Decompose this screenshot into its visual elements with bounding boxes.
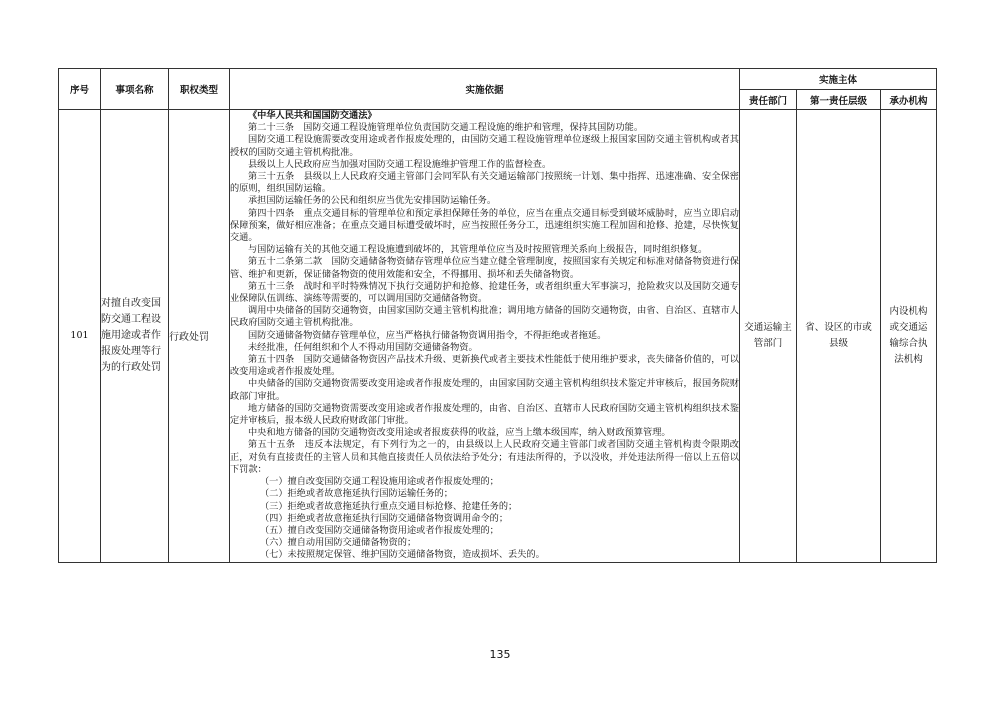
basis-paragraph: 国防交通储备物资储存管理单位，应当严格执行储备物资调用指令，不得拒绝或者拖延。 <box>248 329 607 341</box>
basis-list-item: （二）拒绝或者故意拖延执行国防运输任务的； <box>260 488 453 500</box>
row-agency: 内设机构或交通运输综合执法机构 <box>881 110 937 563</box>
header-dept: 责任部门 <box>740 90 797 110</box>
basis-paragraph: 未经批准，任何组织和个人不得动用国防交通储备物资。 <box>248 341 478 353</box>
basis-paragraph: 第四十四条 重点交通目标的管理单位和预定承担保障任务的单位，应当在重点交通目标受到破坏威胁时，应当立即启动保障预案，做好相应准备；在重点交通目标遭受破坏时，应当按照任务分工，迅速组织实施工程加固和抢修、抢建，尽快恢复交通。 <box>230 207 739 244</box>
basis-paragraph: 承担国防运输任务的公民和组织应当优先安排国防运输任务。 <box>248 195 497 207</box>
header-subject: 实施主体 <box>740 69 937 90</box>
basis-list-item: （三）拒绝或者故意拖延执行重点交通目标抢修、抢建任务的； <box>260 500 518 512</box>
header-seq: 序号 <box>59 69 101 110</box>
basis-paragraph: 调用中央储备的国防交通物资，由国家国防交通主管机构批准；调用地方储备的国防交通物资，由省、自治区、直辖市人民政府国防交通主管机构批准。 <box>230 305 739 329</box>
row-item-name: 对擅自改变国防交通工程设施用途或者作报废处理等行为的行政处罚 <box>101 110 169 563</box>
table-row <box>59 110 937 563</box>
row-basis <box>230 110 740 563</box>
basis-paragraph: 第五十三条 战时和平时特殊情况下执行交通防护和抢修、抢建任务，或者组织重大军事演习，抢险救灾以及国防交通专业保障队伍训练、演练等需要的，可以调用国防交通储备物资。 <box>230 280 739 305</box>
basis-paragraph: 中央储备的国防交通物资需要改变用途或者作报废处理的，由国家国防交通主管机构组织技术鉴定并审核后，报国务院财政部门审批。 <box>230 378 739 402</box>
basis-list-item: （四）拒绝或者故意拖延执行国防交通储备物资调用命令的； <box>260 512 509 524</box>
basis-paragraph: 与国防运输有关的其他交通工程设施遭到破坏的，其管理单位应当及时按照管理关系向上级报告，同时组织修复。 <box>248 244 708 256</box>
basis-list-item: （五）擅自改变国防交通储备物资用途或者作报废处理的； <box>260 524 499 536</box>
row-seq: 101 <box>59 110 101 563</box>
basis-law-title: 《中华人民共和国国防交通法》 <box>248 110 377 121</box>
row-level: 省、设区的市或县级 <box>797 110 881 563</box>
header-agency: 承办机构 <box>881 90 937 110</box>
row-dept: 交通运输主管部门 <box>740 110 797 563</box>
row-power-type: 行政处罚 <box>169 110 230 563</box>
page-number: 135 <box>489 648 511 661</box>
header-power-type: 职权类型 <box>169 69 230 110</box>
basis-paragraph: 第五十二条第二款 国防交通储备物资储存管理单位应当建立健全管理制度，按照国家有关规定和标准对储备物资进行保管、维护和更新，保证储备物资的使用效能和安全，不得挪用、损坏和丢失储备物资。 <box>230 256 739 280</box>
basis-paragraph: 第五十五条 违反本法规定，有下列行为之一的，由县级以上人民政府交通主管部门或者国防交通主管机构责令限期改正，对负有直接责任的主管人员和其他直接责任人员依法给予处分；有违法所得的，予以没收，并处违法所得一倍以上五倍以下罚款： <box>230 439 739 475</box>
basis-paragraph: 第二十三条 国防交通工程设施管理单位负责国防交通工程设施的维护和管理，保持其国防功能。 <box>248 122 644 134</box>
header-level: 第一责任层级 <box>797 90 881 110</box>
administrative-power-table <box>58 68 937 563</box>
basis-list-item: （一）擅自改变国防交通工程设施用途或者作报废处理的； <box>260 476 499 488</box>
basis-paragraph: 国防交通工程设施需要改变用途或者作报废处理的，由国防交通工程设施管理单位逐级上报国家国防交通主管机构或者其授权的国防交通主管机构批准。 <box>230 134 739 158</box>
basis-paragraph: 县级以上人民政府应当加强对国防交通工程设施维护管理工作的监督检查。 <box>248 158 552 170</box>
header-basis: 实施依据 <box>230 69 740 110</box>
header-item-name: 事项名称 <box>101 69 169 110</box>
basis-paragraph: 第五十四条 国防交通储备物资因产品技术升级、更新换代或者主要技术性能低于使用维护要求，丧失储备价值的，可以改变用途或者作报废处理。 <box>230 354 739 378</box>
basis-list-item: （七）未按照规定保管、维护国防交通储备物资，造成损坏、丢失的。 <box>260 549 545 561</box>
basis-paragraph: 第三十五条 县级以上人民政府交通主管部门会同军队有关交通运输部门按照统一计划、集中指挥、迅速准确、安全保密的原则，组织国防运输。 <box>230 171 739 195</box>
basis-list-item: （六）擅自动用国防交通储备物资的； <box>260 537 417 549</box>
basis-paragraph: 中央和地方储备的国防交通物资改变用途或者报废获得的收益，应当上缴本级国库，纳入财政预算管理。 <box>248 427 671 439</box>
basis-paragraph: 地方储备的国防交通物资需要改变用途或者作报废处理的，由省、自治区、直辖市人民政府国防交通主管机构组织技术鉴定并审核后，报本级人民政府财政部门审批。 <box>230 402 739 427</box>
